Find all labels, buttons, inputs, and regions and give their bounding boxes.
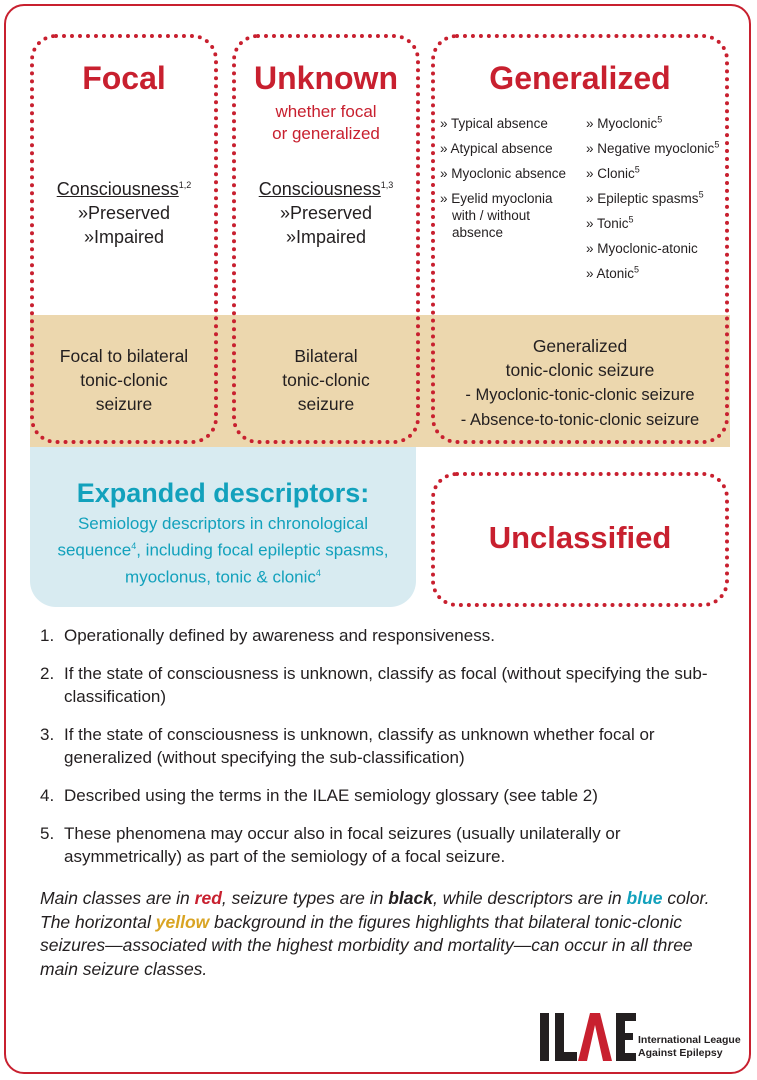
footnote	[40, 624, 730, 647]
focal-option: »Preserved	[77, 203, 171, 223]
ilae-logo-text	[638, 1034, 741, 1060]
list-item	[440, 115, 580, 132]
generalized-bilateral-line: Generalized	[532, 336, 628, 356]
list-item	[440, 140, 580, 157]
list-item	[586, 265, 726, 282]
focal-consciousness	[30, 177, 218, 249]
summary-red: red	[194, 888, 222, 908]
list-item-sup: 5	[634, 164, 640, 175]
expanded-text	[30, 512, 416, 588]
focal-bilateral-line: Focal to bilateral	[59, 346, 189, 366]
unknown-bilateral	[232, 344, 420, 416]
summary-yellow: yellow	[155, 911, 210, 932]
footnote	[40, 662, 730, 708]
footnote	[40, 723, 730, 769]
list-item-text: » Epileptic spasms	[586, 191, 699, 206]
list-item-sup: 5	[714, 139, 720, 150]
expanded-sup: 4	[315, 567, 321, 578]
summary-text: Main classes are in	[40, 888, 195, 908]
list-item-text: » Negative myoclonic	[586, 141, 715, 156]
footnote	[40, 784, 730, 807]
unknown-subtitle	[232, 101, 420, 145]
generalized-right-list	[586, 115, 726, 290]
summary-text: , seizure types are in	[221, 888, 389, 908]
list-item-sup: 5	[698, 189, 704, 200]
unknown-subtitle-line: or generalized	[272, 124, 380, 143]
list-item-sup: 5	[628, 214, 634, 225]
focal-consciousness-label: Consciousness	[56, 179, 179, 199]
list-item-text: » Myoclonic	[586, 116, 658, 131]
footnote-text: Operationally defined by awareness and responsiveness.	[64, 626, 495, 645]
footnote-text: If the state of consciousness is unknown, classify as focal (without specifying the sub-classification)	[64, 664, 708, 706]
unknown-bilateral-line: Bilateral	[294, 346, 358, 366]
generalized-bilateral-line: tonic-clonic seizure	[505, 360, 655, 380]
focal-bilateral-line: tonic-clonic	[80, 370, 168, 390]
list-item	[586, 140, 726, 157]
expanded-line: Semiology descriptors in chronological	[77, 514, 369, 533]
list-item-text: » Typical absence	[440, 116, 548, 131]
list-item	[586, 115, 726, 132]
footnote-number: 3.	[40, 725, 55, 744]
expanded-title: Expanded descriptors:	[76, 478, 370, 508]
generalized-bilateral	[431, 334, 729, 432]
expanded-sup: 4	[131, 541, 137, 551]
summary-text: background in the figures highlights that bilateral tonic-clonic seizures—associated with the highest morbidity and mortality—can occur in all three main seizure classes.	[40, 911, 693, 979]
list-item-text: » Eyelid myoclonia with / without absence	[440, 191, 553, 240]
footnote-number: 2.	[40, 664, 55, 683]
list-item-sup: 5	[634, 264, 640, 275]
generalized-bilateral-line: - Absence-to-tonic-clonic seizure	[460, 411, 700, 429]
unknown-bilateral-line: tonic-clonic	[282, 370, 370, 390]
footnote-number: 5.	[40, 824, 55, 843]
generalized-title: Generalized	[489, 60, 671, 96]
color-legend-summary	[40, 887, 730, 981]
logo-line: Against Epilepsy	[638, 1047, 723, 1059]
unknown-bilateral-line: seizure	[297, 394, 355, 414]
summary-text: color. The horizontal	[40, 888, 710, 932]
list-item-text: » Atonic	[586, 266, 635, 281]
logo-line: International League	[638, 1034, 741, 1046]
list-item	[586, 240, 726, 257]
focal-bilateral	[30, 344, 218, 416]
expanded-line: , including focal epileptic spasms,	[136, 540, 389, 560]
list-item-text: » Tonic	[586, 216, 629, 231]
expanded-line: myoclonus, tonic & clonic	[125, 567, 316, 587]
list-item-text: » Clonic	[586, 166, 635, 181]
footnote-text: These phenomena may occur also in focal seizures (usually unilaterally or asymmetrically) as part of the semiology of a focal seizure.	[64, 824, 621, 866]
footnotes	[40, 624, 730, 883]
footnote-text: If the state of consciousness is unknown, classify as unknown whether focal or generalized (without specifying the sub-classification)	[64, 725, 655, 767]
list-item-sup: 5	[657, 114, 663, 125]
list-item	[440, 165, 580, 182]
unknown-option: »Impaired	[285, 227, 367, 247]
unknown-consciousness-label: Consciousness	[258, 179, 381, 199]
summary-text: , while descriptors are in	[432, 888, 627, 908]
list-item	[586, 215, 726, 232]
unknown-consciousness	[232, 177, 420, 249]
focal-title: Focal	[82, 60, 166, 96]
list-item-text: » Myoclonic-atonic	[586, 241, 698, 256]
footnote-number: 1.	[40, 626, 55, 645]
unknown-option: »Preserved	[279, 203, 373, 223]
list-item	[440, 190, 580, 241]
unclassified-title: Unclassified	[488, 520, 672, 555]
summary-blue: blue	[626, 888, 663, 908]
unknown-title: Unknown	[254, 60, 398, 96]
unknown-subtitle-line: whether focal	[275, 102, 377, 121]
focal-bilateral-line: seizure	[95, 394, 153, 414]
footnote	[40, 822, 730, 868]
footnote-text: Described using the terms in the ILAE semiology glossary (see table 2)	[64, 786, 598, 805]
list-item-text: » Atypical absence	[440, 141, 553, 156]
expanded-line: sequence	[57, 540, 132, 560]
list-item	[586, 165, 726, 182]
focal-consciousness-sup: 1,2	[178, 180, 192, 190]
unknown-consciousness-sup: 1,3	[380, 180, 394, 190]
list-item-text: » Myoclonic absence	[440, 166, 567, 181]
generalized-left-list	[440, 115, 580, 249]
focal-option: »Impaired	[83, 227, 165, 247]
footnote-number: 4.	[40, 786, 55, 805]
summary-black: black	[388, 888, 433, 908]
list-item	[586, 190, 726, 207]
generalized-bilateral-line: - Myoclonic-tonic-clonic seizure	[465, 386, 695, 404]
